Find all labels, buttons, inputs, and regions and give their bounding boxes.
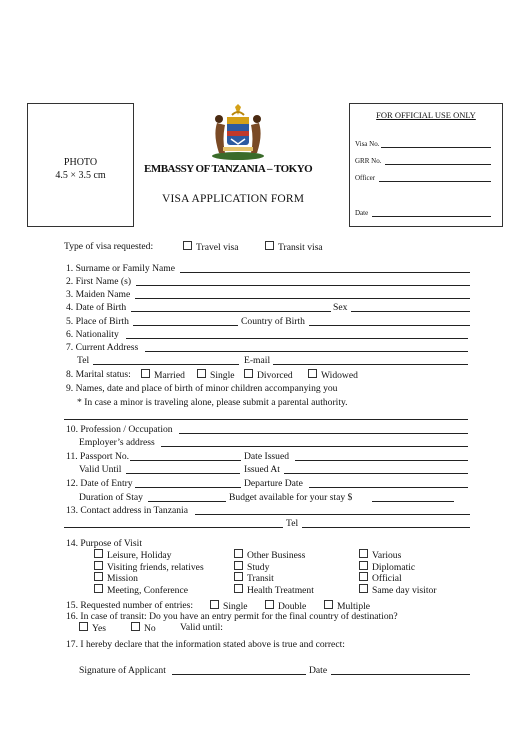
- grr-no-label: GRR No.: [355, 157, 382, 165]
- checkbox-icon[interactable]: [94, 572, 103, 581]
- contact-address-line[interactable]: [195, 514, 470, 515]
- checkbox-icon[interactable]: [234, 572, 243, 581]
- departure-date-line[interactable]: [309, 487, 468, 488]
- marital-widowed[interactable]: Widowed: [308, 369, 358, 381]
- checkbox-icon[interactable]: [359, 584, 368, 593]
- purpose-health[interactable]: Health Treatment: [234, 584, 314, 596]
- sex-label: Sex: [333, 302, 348, 313]
- checkbox-icon[interactable]: [210, 600, 219, 609]
- checkbox-icon[interactable]: [359, 572, 368, 581]
- purpose-mission[interactable]: Mission: [94, 572, 138, 584]
- form-title: VISA APPLICATION FORM: [162, 193, 305, 205]
- entries-single[interactable]: Single: [210, 600, 248, 612]
- address-line[interactable]: [145, 351, 468, 352]
- date-issued-label: Date Issued: [244, 451, 290, 462]
- maiden-name-line[interactable]: [135, 298, 470, 299]
- visa-no-line[interactable]: [381, 147, 491, 148]
- children-label: 9. Names, date and place of birth of minor children accompanying you: [66, 383, 338, 394]
- first-name-line[interactable]: [136, 285, 470, 286]
- checkbox-icon[interactable]: [359, 549, 368, 558]
- officer-line[interactable]: [379, 181, 491, 182]
- transit-no[interactable]: No: [131, 622, 156, 634]
- visa-type-transit[interactable]: Transit visa: [265, 241, 323, 253]
- duration-label: Duration of Stay: [79, 492, 143, 503]
- checkbox-icon[interactable]: [265, 241, 274, 250]
- purpose-diplomatic[interactable]: Diplomatic: [359, 561, 415, 573]
- transit-yes[interactable]: Yes: [79, 622, 106, 634]
- officer-label: Officer: [355, 174, 376, 182]
- purpose-label: 14. Purpose of Visit: [66, 538, 142, 549]
- checkbox-icon[interactable]: [324, 600, 333, 609]
- official-date-line[interactable]: [372, 216, 491, 217]
- marital-divorced[interactable]: Divorced: [244, 369, 293, 381]
- email-line[interactable]: [273, 364, 468, 365]
- entries-double[interactable]: Double: [265, 600, 306, 612]
- purpose-other-business[interactable]: Other Business: [234, 549, 305, 561]
- profession-label: 10. Profession / Occupation: [66, 424, 173, 435]
- checkbox-icon[interactable]: [359, 561, 368, 570]
- first-name-label: 2. First Name (s): [66, 276, 132, 287]
- grr-no-line[interactable]: [385, 164, 491, 165]
- contact-tel-line[interactable]: [302, 527, 470, 528]
- checkbox-icon[interactable]: [265, 600, 274, 609]
- passport-no-label: 11. Passport No.: [66, 451, 130, 462]
- official-use-title: FOR OFFICIAL USE ONLY: [376, 110, 476, 120]
- official-date-label: Date: [355, 209, 369, 217]
- transit-question: 16. In case of transit: Do you have an entry permit for the final country of destination?: [66, 611, 398, 622]
- purpose-various[interactable]: Various: [359, 549, 401, 561]
- entries-multiple[interactable]: Multiple: [324, 600, 370, 612]
- contact-address-line-2[interactable]: [64, 527, 283, 528]
- place-of-birth-line[interactable]: [133, 325, 238, 326]
- purpose-study[interactable]: Study: [234, 561, 269, 573]
- purpose-meeting[interactable]: Meeting, Conference: [94, 584, 188, 596]
- children-line[interactable]: [64, 419, 468, 420]
- email-label: E-mail: [244, 355, 271, 366]
- employer-address-line[interactable]: [161, 446, 468, 447]
- dob-line[interactable]: [131, 311, 331, 312]
- visa-type-label: Type of visa requested:: [64, 241, 154, 252]
- date-of-entry-label: 12. Date of Entry: [66, 478, 133, 489]
- transit-valid-until: Valid until:: [180, 622, 223, 633]
- checkbox-icon[interactable]: [131, 622, 140, 631]
- coat-of-arms-icon: [207, 103, 269, 161]
- checkbox-icon[interactable]: [244, 369, 253, 378]
- duration-line[interactable]: [148, 501, 226, 502]
- entries-label: 15. Requested number of entries:: [66, 600, 194, 611]
- contact-address-label: 13. Contact address in Tanzania: [66, 505, 188, 516]
- contact-tel-label: Tel: [286, 518, 299, 529]
- signature-date-line[interactable]: [331, 674, 470, 675]
- signature-label: Signature of Applicant: [79, 665, 166, 676]
- valid-until-line[interactable]: [126, 473, 240, 474]
- passport-no-line[interactable]: [130, 460, 241, 461]
- checkbox-icon[interactable]: [94, 549, 103, 558]
- marital-married[interactable]: Married: [141, 369, 185, 381]
- surname-line[interactable]: [180, 272, 470, 273]
- employer-address-label: Employer’s address: [79, 437, 155, 448]
- purpose-transit[interactable]: Transit: [234, 572, 274, 584]
- purpose-leisure[interactable]: Leisure, Holiday: [94, 549, 171, 561]
- surname-label: 1. Surname or Family Name: [66, 263, 175, 274]
- checkbox-icon[interactable]: [197, 369, 206, 378]
- issued-at-line[interactable]: [284, 473, 468, 474]
- checkbox-icon[interactable]: [141, 369, 150, 378]
- date-issued-line[interactable]: [295, 460, 468, 461]
- minor-note: * In case a minor is traveling alone, please submit a parental authority.: [77, 397, 348, 408]
- maiden-name-label: 3. Maiden Name: [66, 289, 131, 300]
- purpose-same-day[interactable]: Same day visitor: [359, 584, 436, 596]
- signature-line[interactable]: [172, 674, 306, 675]
- checkbox-icon[interactable]: [94, 584, 103, 593]
- visa-no-label: Visa No.: [355, 140, 380, 148]
- checkbox-icon[interactable]: [234, 584, 243, 593]
- issued-at-label: Issued At: [244, 464, 280, 475]
- country-of-birth-label: Country of Birth: [241, 316, 305, 327]
- budget-label: Budget available for your stay $: [229, 492, 353, 503]
- place-of-birth-label: 5. Place of Birth: [66, 316, 129, 327]
- dob-label: 4. Date of Birth: [66, 302, 127, 313]
- checkbox-icon[interactable]: [308, 369, 317, 378]
- nationality-label: 6. Nationality: [66, 329, 119, 340]
- marital-status-label: 8. Marital status:: [66, 369, 131, 380]
- checkbox-icon[interactable]: [234, 549, 243, 558]
- date-of-entry-line[interactable]: [135, 487, 241, 488]
- official-use-box: [349, 103, 503, 227]
- checkbox-icon[interactable]: [234, 561, 243, 570]
- visa-type-travel[interactable]: Travel visa: [183, 241, 239, 253]
- purpose-official[interactable]: Official: [359, 572, 402, 584]
- photo-size: 4.5 × 3.5 cm: [55, 170, 106, 181]
- checkbox-icon[interactable]: [94, 561, 103, 570]
- checkbox-icon[interactable]: [183, 241, 192, 250]
- sex-line[interactable]: [351, 311, 470, 312]
- budget-line[interactable]: [372, 501, 454, 502]
- tel-line[interactable]: [93, 364, 239, 365]
- checkbox-icon[interactable]: [79, 622, 88, 631]
- country-of-birth-line[interactable]: [309, 325, 470, 326]
- declaration-label: 17. I hereby declare that the information stated above is true and correct:: [66, 639, 345, 650]
- address-label: 7. Current Address: [66, 342, 139, 353]
- nationality-line[interactable]: [126, 338, 468, 339]
- embassy-title: EMBASSY OF TANZANIA – TOKYO: [144, 163, 313, 175]
- profession-line[interactable]: [179, 433, 468, 434]
- signature-date-label: Date: [309, 665, 328, 676]
- marital-single[interactable]: Single: [197, 369, 235, 381]
- photo-label: PHOTO: [63, 157, 98, 168]
- valid-until-label: Valid Until: [79, 464, 122, 475]
- purpose-visiting[interactable]: Visiting friends, relatives: [94, 561, 204, 573]
- tel-label: Tel: [77, 355, 90, 366]
- departure-date-label: Departure Date: [244, 478, 303, 489]
